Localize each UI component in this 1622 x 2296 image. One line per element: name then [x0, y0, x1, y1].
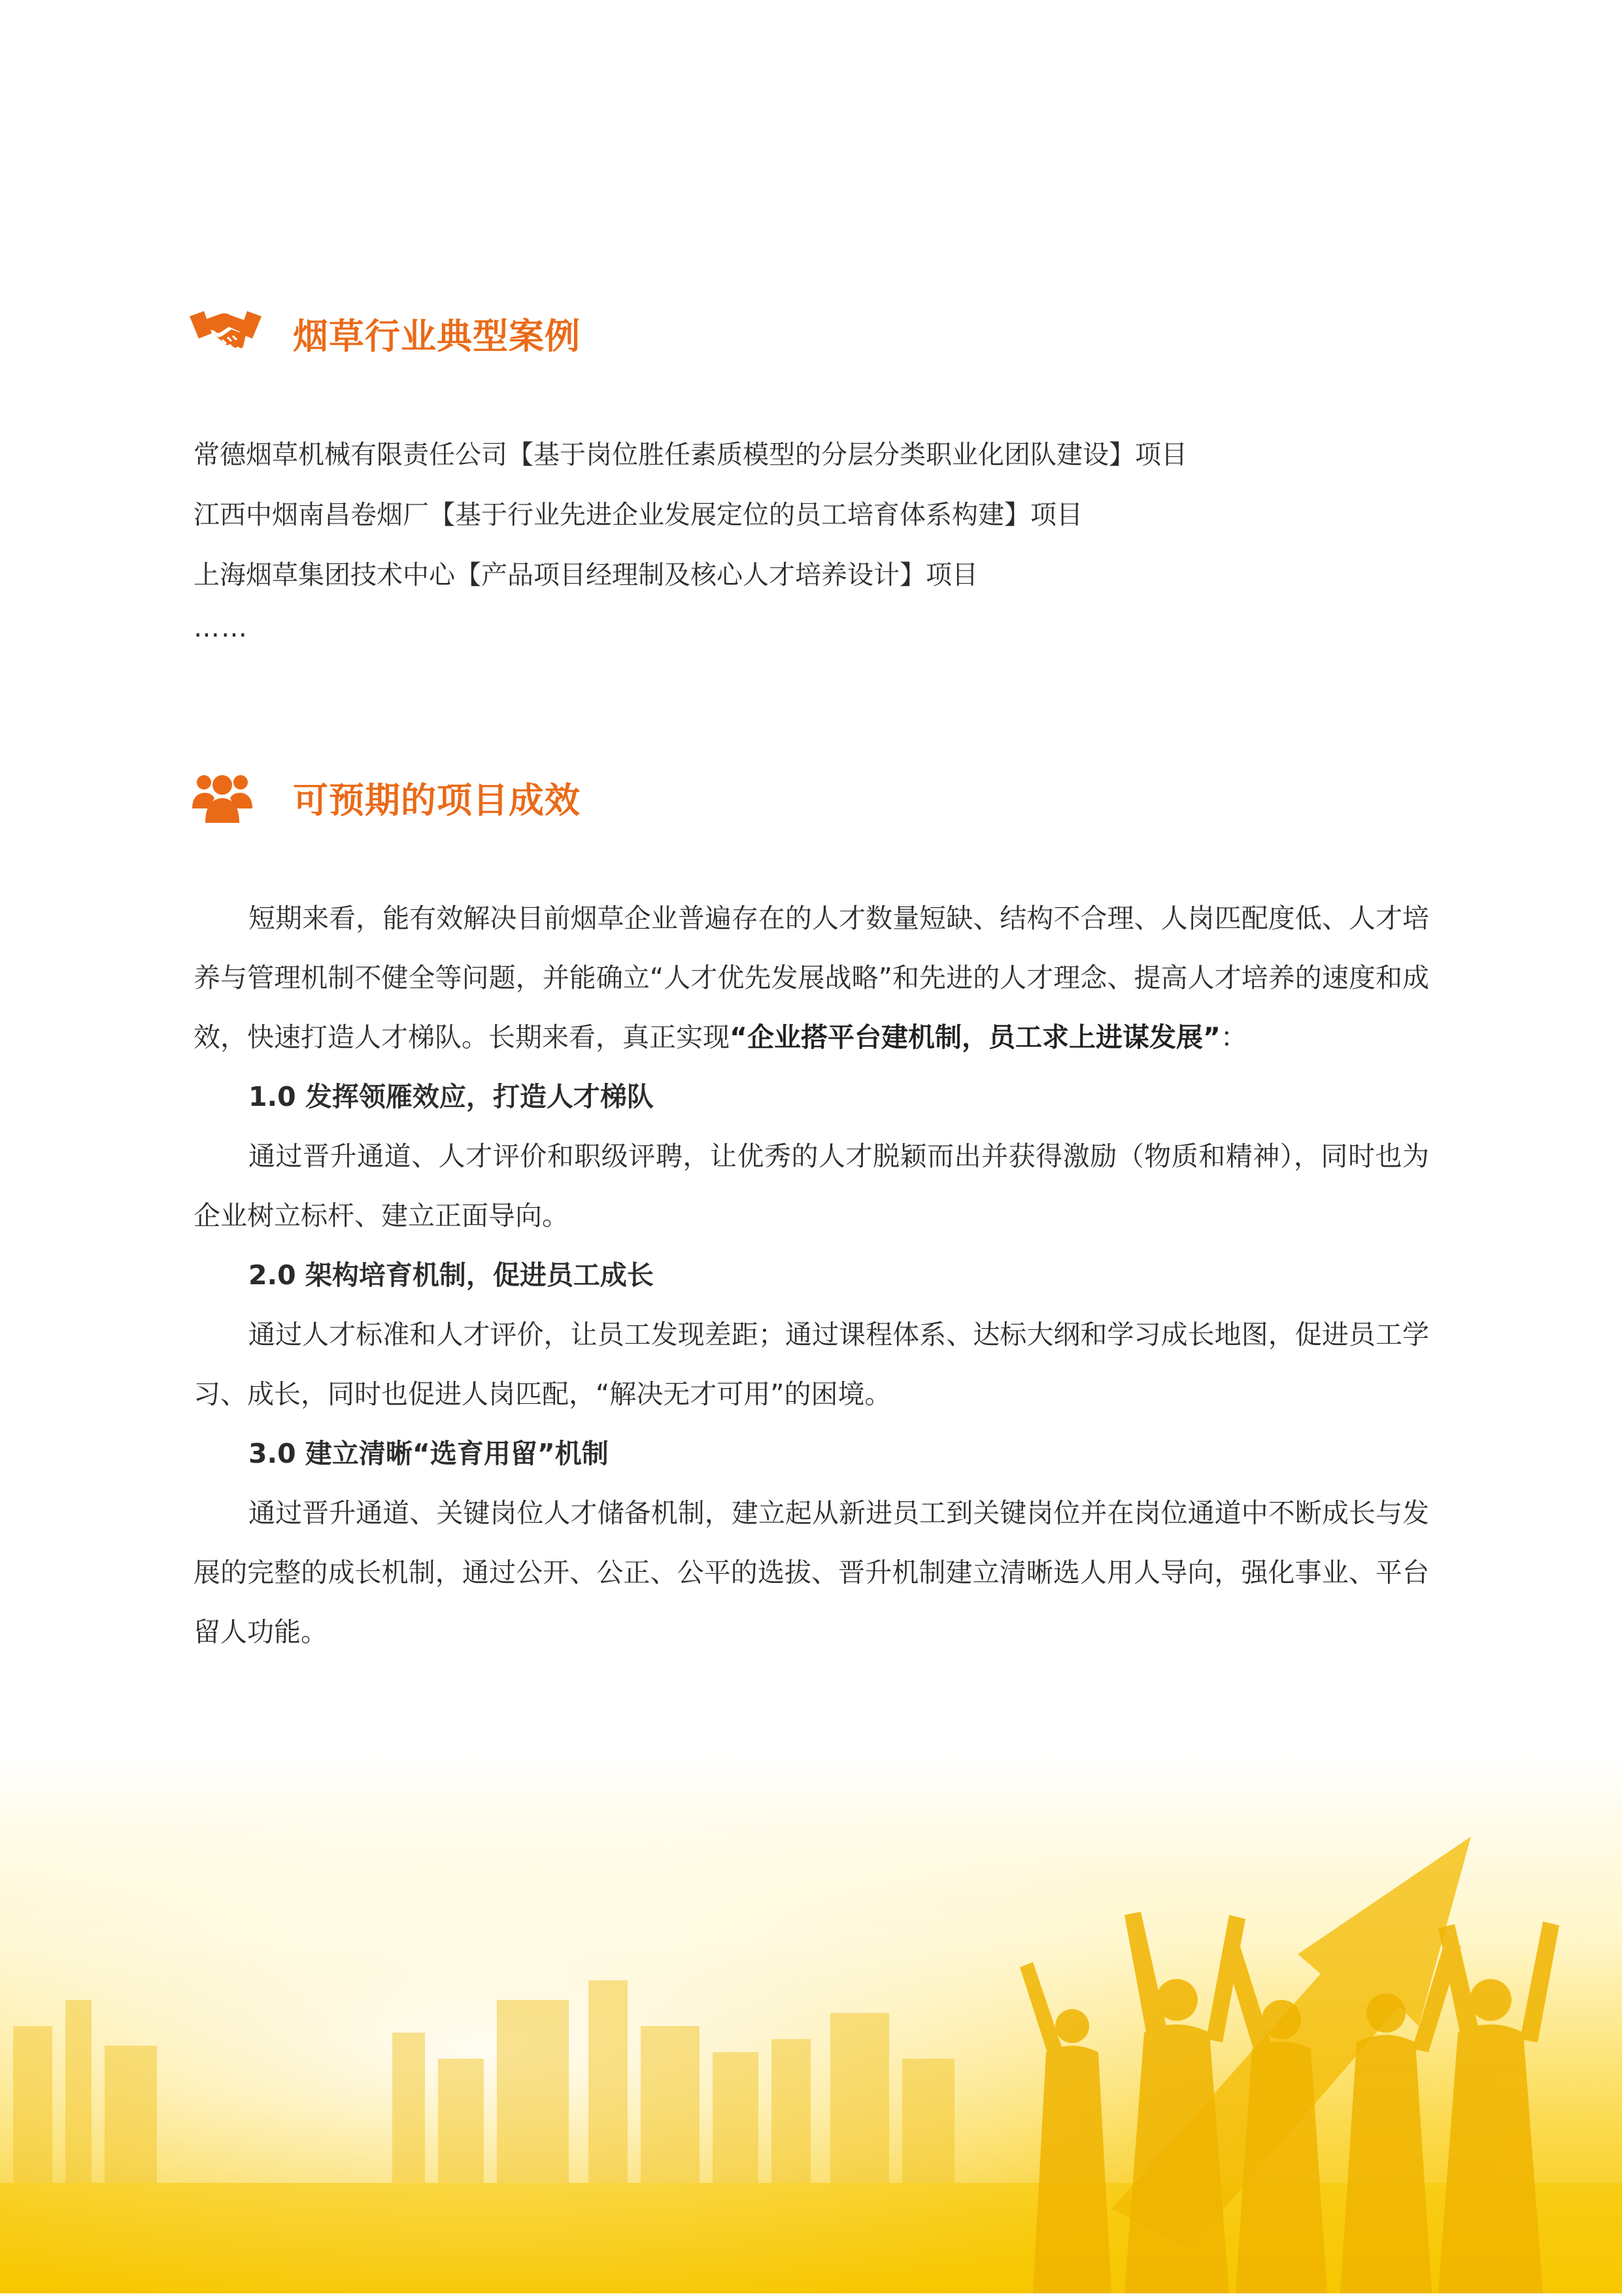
group-people-icon — [190, 761, 268, 833]
section-header-outcomes — [190, 761, 581, 833]
point-heading: 3.0 建立清晰“选育用留”机制 — [248, 1438, 609, 1469]
section-header-cases — [190, 297, 581, 369]
case-list — [194, 425, 1436, 651]
point-heading: 1.0 发挥领雁效应，打造人才梯队 — [248, 1081, 654, 1112]
intro-colon: ： — [1220, 1022, 1247, 1053]
footer-illustration — [0, 1752, 1622, 2293]
point-text: 通过晋升通道、人才评价和职级评聘，让优秀的人才脱颖而出并获得激励（物质和精神），同时也为企业树立标杆、建立正面导向。 — [194, 1140, 1429, 1231]
outcomes-body — [194, 889, 1429, 1662]
intro-text: 短期来看，能有效解决目前烟草企业普遍存在的人才数量短缺、结构不合理、人岗匹配度低、人才培养与管理机制不健全等问题，并能确立“人才优先发展战略”和先进的人才理念、提高人才培养的速度和成效，快速打造人才梯队。长期来看，真正实现 — [194, 903, 1429, 1053]
point-text: 通过晋升通道、关键岗位人才储备机制，建立起从新进员工到关键岗位并在岗位通道中不断成长与发展的完整的成长机制，通过公开、公正、公平的选拔、晋升机制建立清晰选人用人导向，强化事业、平台留人功能。 — [194, 1497, 1429, 1648]
intro-paragraph — [194, 889, 1429, 1067]
section-title-cases: 烟草行业典型案例 — [293, 315, 581, 357]
section-title-outcomes: 可预期的项目成效 — [293, 779, 581, 821]
list-item: 常德烟草机械有限责任公司【基于岗位胜任素质模型的分层分类职业化团队建设】项目 — [194, 440, 1187, 470]
point-text: 通过人才标准和人才评价，让员工发现差距；通过课程体系、达标大纲和学习成长地图，促进员工学习、成长，同时也促进人岗匹配，“解决无才可用”的困境。 — [194, 1319, 1429, 1410]
list-ellipsis: …… — [194, 613, 248, 643]
handshake-icon — [190, 297, 268, 369]
list-item: 上海烟草集团技术中心【产品项目经理制及核心人才培养设计】项目 — [194, 560, 978, 590]
point-heading: 2.0 架构培育机制，促进员工成长 — [248, 1259, 654, 1291]
list-item: 江西中烟南昌卷烟厂【基于行业先进企业发展定位的员工培育体系构建】项目 — [194, 500, 1083, 530]
intro-emphasis: “企业搭平台建机制，员工求上进谋发展” — [730, 1022, 1221, 1053]
